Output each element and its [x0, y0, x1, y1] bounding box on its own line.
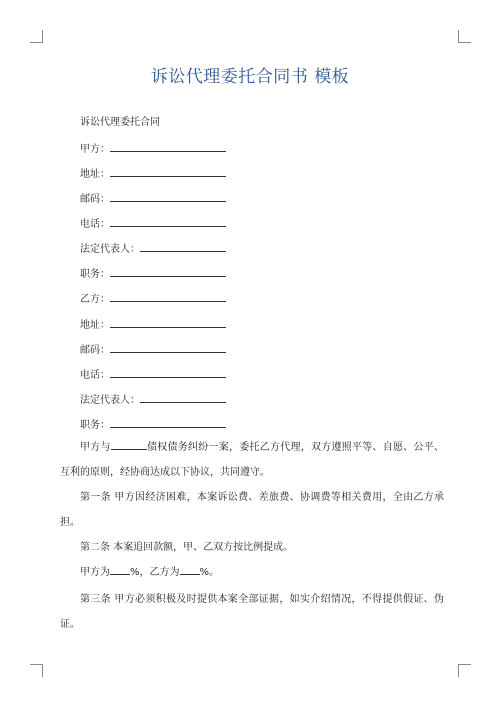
fill-blank — [110, 316, 226, 328]
party-a-phone-field — [80, 215, 226, 232]
party-b-legal-rep-field — [80, 391, 226, 408]
field-label: 电话： — [80, 219, 110, 230]
field-label: 邮码： — [80, 194, 110, 205]
party-b-name-field — [80, 290, 226, 307]
field-label: 电话： — [80, 370, 110, 381]
crop-mark-top-left — [30, 30, 43, 43]
paragraph-text: %。 — [199, 567, 220, 578]
crop-mark-bottom-right — [458, 664, 471, 677]
field-label: 乙方： — [80, 294, 110, 305]
field-label: 地址： — [80, 320, 110, 331]
field-label: 地址： — [80, 169, 110, 180]
fill-blank — [110, 341, 226, 353]
fill-blank — [110, 416, 226, 428]
fill-blank — [110, 140, 226, 152]
fill-blank — [110, 190, 226, 202]
fill-blank — [180, 564, 200, 575]
field-label: 法定代表人： — [80, 244, 140, 255]
article-one: 第一条 甲方因经济困难，本案诉讼费、差旅费、协调费等相关费用，全由乙方承担。 — [60, 492, 444, 528]
field-label: 法定代表人： — [80, 395, 140, 406]
field-label: 职务： — [80, 420, 110, 431]
article-two: 第二条 本案追回款额，甲、乙双方按比例提成。 — [80, 542, 294, 553]
fill-blank — [110, 165, 226, 177]
paragraph-intro — [60, 435, 444, 485]
paragraph-text: 甲方与 — [80, 442, 111, 453]
party-a-address-field — [80, 165, 226, 182]
fill-blank — [140, 391, 226, 403]
fill-blank — [110, 265, 226, 277]
article-three: 第三条 甲方必须积极及时提供本案全部证据，如实介绍情况，不得提供假证、伪证。 — [60, 594, 444, 630]
party-b-address-field — [80, 316, 226, 333]
contract-subtitle: 诉讼代理委托合同 — [80, 117, 160, 128]
crop-mark-top-right — [458, 30, 471, 43]
party-b-postcode-field — [80, 341, 226, 358]
fill-blank — [110, 366, 226, 378]
crop-mark-bottom-left — [30, 664, 43, 677]
paragraph-text: 债权债务纠纷一案，委托乙方代理，双方遵照平等、自愿、公平、互利的原则，经协商达成以下协议，共同遵守。 — [60, 442, 444, 478]
fill-blank — [110, 290, 226, 302]
party-b-phone-field — [80, 366, 226, 383]
commission-ratio-line — [60, 560, 444, 585]
party-b-position-field — [80, 416, 226, 433]
party-a-position-field — [80, 265, 226, 282]
field-label: 甲方： — [80, 144, 110, 155]
paragraph-text: 甲方为 — [80, 567, 110, 578]
party-a-postcode-field — [80, 190, 226, 207]
field-label: 职务： — [80, 269, 110, 280]
paragraph-text: %，乙方为 — [130, 567, 180, 578]
fill-blank — [110, 564, 130, 575]
fill-blank — [140, 240, 226, 252]
party-a-legal-rep-field — [80, 240, 226, 257]
field-label: 邮码： — [80, 345, 110, 356]
party-a-name-field — [80, 140, 226, 157]
document-title: 诉讼代理委托合同书 模板 — [150, 67, 350, 87]
fill-blank — [111, 439, 147, 450]
fill-blank — [110, 215, 226, 227]
